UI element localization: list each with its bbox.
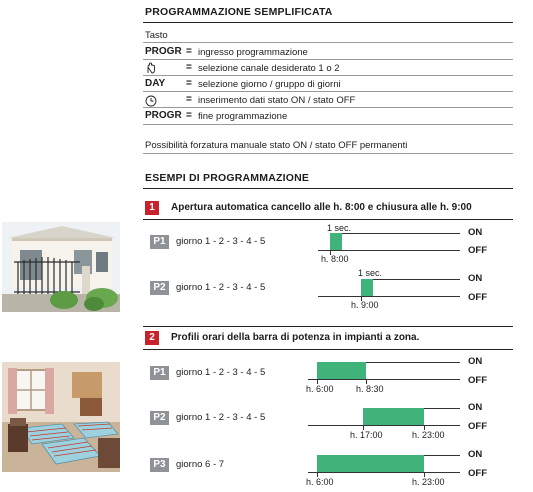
- divider: [143, 153, 513, 154]
- off-line: [308, 472, 460, 473]
- time-start: h. 9:00: [351, 300, 379, 310]
- row-desc: inserimento dati stato ON / stato OFF: [198, 95, 356, 106]
- on-line: [342, 233, 460, 234]
- time-end: h. 23:00: [412, 430, 445, 440]
- on-line: [366, 362, 460, 363]
- pulse-label: 1 sec.: [358, 268, 383, 278]
- program-days: giorno 1 - 2 - 3 - 4 - 5: [176, 367, 266, 378]
- time-start: h. 6:00: [306, 477, 334, 487]
- pulse-label: 1 sec.: [327, 223, 352, 233]
- example-title: Apertura automatica cancello alle h. 8:00 e chiusura alle h. 9:00: [171, 202, 472, 213]
- key-progr: PROGR: [145, 110, 182, 121]
- divider: [143, 188, 513, 189]
- program-badge: P2: [150, 281, 169, 295]
- row-desc: ingresso programmazione: [198, 47, 308, 58]
- on-bar: [361, 279, 373, 296]
- divider: [143, 75, 513, 76]
- on-bar: [317, 455, 424, 472]
- equals-sign: =: [186, 62, 192, 73]
- time-start: h. 8:00: [321, 254, 349, 264]
- example-number: 1: [145, 201, 159, 215]
- row-desc: selezione giorno / gruppo di giorni: [198, 79, 341, 90]
- program-badge: P3: [150, 458, 169, 472]
- equals-sign: =: [186, 78, 192, 89]
- program-days: giorno 1 - 2 - 3 - 4 - 5: [176, 236, 266, 247]
- off-label: OFF: [468, 375, 487, 386]
- divider: [143, 107, 513, 108]
- gate-photo: [2, 222, 120, 312]
- on-bar: [330, 233, 342, 250]
- equals-sign: =: [186, 110, 192, 121]
- clock-icon: [145, 94, 157, 106]
- key-day: DAY: [145, 78, 166, 89]
- key-progr: PROGR: [145, 46, 182, 57]
- off-line: [308, 379, 460, 380]
- manual-override-note: Possibilità forzatura manuale stato ON / stato OFF permanenti: [145, 140, 408, 151]
- on-line: [424, 455, 460, 456]
- time-start: h. 17:00: [350, 430, 383, 440]
- on-label: ON: [468, 273, 483, 284]
- on-bar: [317, 362, 366, 379]
- divider: [143, 124, 513, 125]
- program-days: giorno 1 - 2 - 3 - 4 - 5: [176, 282, 266, 293]
- off-line: [318, 296, 460, 297]
- program-badge: P1: [150, 366, 169, 380]
- off-line: [308, 425, 460, 426]
- row-desc: fine programmazione: [198, 111, 288, 122]
- off-label: OFF: [468, 421, 487, 432]
- program-badge: P2: [150, 411, 169, 425]
- time-end: h. 8:30: [356, 384, 384, 394]
- off-label: OFF: [468, 468, 487, 479]
- equals-sign: =: [186, 46, 192, 57]
- divider: [143, 59, 513, 60]
- divider: [143, 219, 513, 220]
- time-end: h. 23:00: [412, 477, 445, 487]
- off-label: OFF: [468, 292, 487, 303]
- off-label: OFF: [468, 245, 487, 256]
- on-label: ON: [468, 356, 483, 367]
- row-desc: selezione canale desiderato 1 o 2: [198, 63, 340, 74]
- divider: [143, 42, 513, 43]
- example-number: 2: [145, 331, 159, 345]
- on-bar: [363, 408, 424, 425]
- equals-sign: =: [186, 94, 192, 105]
- divider: [143, 349, 513, 350]
- hand-icon: [145, 61, 157, 73]
- program-days: giorno 6 - 7: [176, 459, 225, 470]
- interior-photo: [2, 362, 120, 472]
- section-title-simple: PROGRAMMAZIONE SEMPLIFICATA: [145, 6, 333, 18]
- divider: [143, 326, 513, 327]
- divider: [143, 91, 513, 92]
- on-line: [424, 408, 460, 409]
- section-title-examples: ESEMPI DI PROGRAMMAZIONE: [145, 172, 310, 184]
- program-days: giorno 1 - 2 - 3 - 4 - 5: [176, 412, 266, 423]
- off-line: [318, 250, 460, 251]
- key-header: Tasto: [145, 30, 168, 41]
- on-label: ON: [468, 227, 483, 238]
- example-title: Profili orari della barra di potenza in impianti a zona.: [171, 332, 420, 343]
- time-start: h. 6:00: [306, 384, 334, 394]
- on-label: ON: [468, 449, 483, 460]
- divider: [143, 22, 513, 23]
- on-label: ON: [468, 402, 483, 413]
- program-badge: P1: [150, 235, 169, 249]
- on-line: [373, 279, 460, 280]
